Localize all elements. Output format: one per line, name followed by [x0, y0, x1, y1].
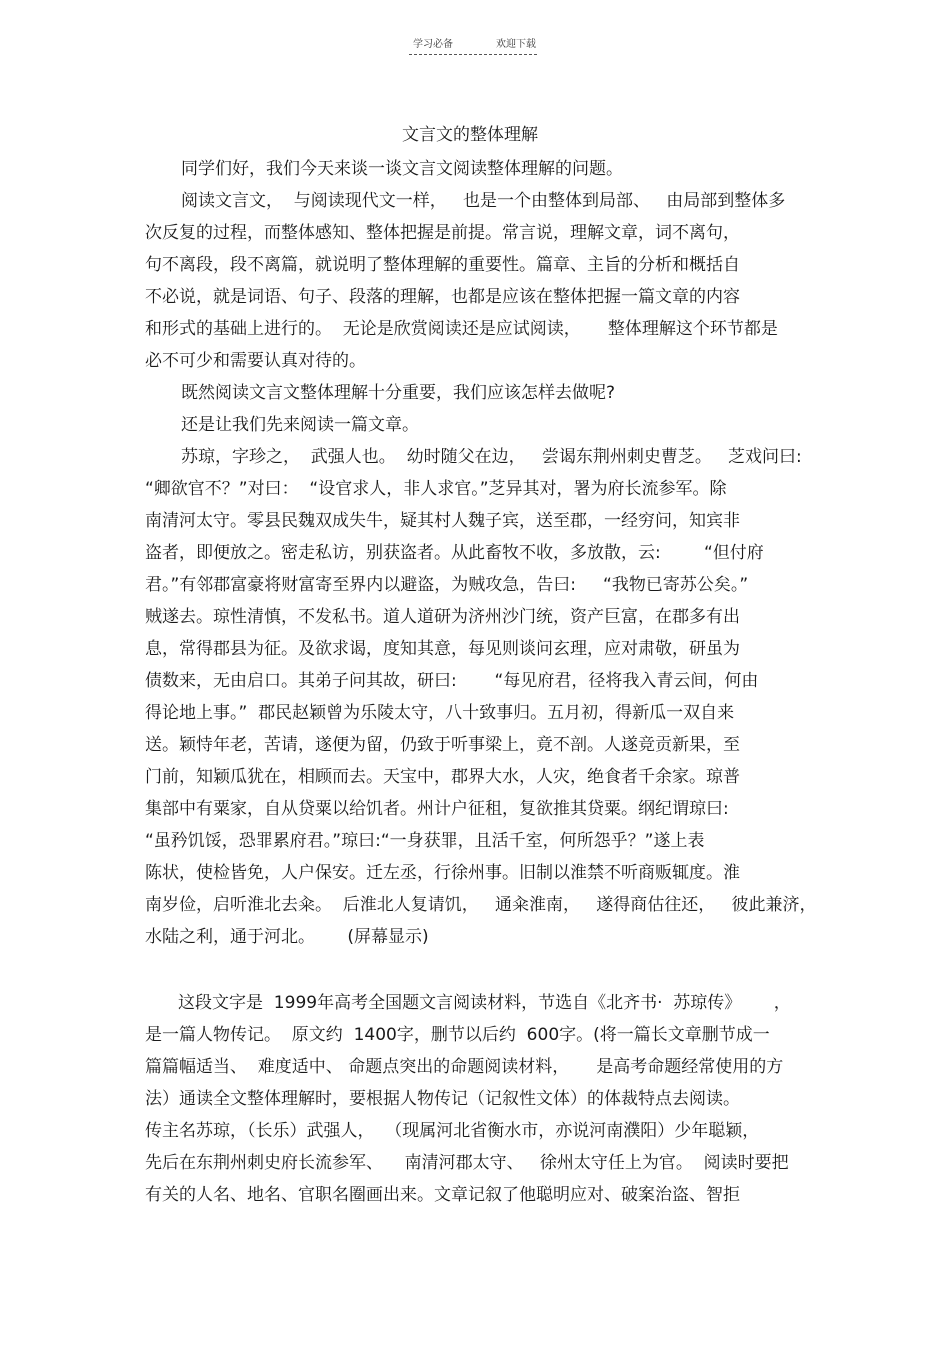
text-line: 篇篇幅适当、 难度适中、 命题点突出的命题阅读材料， 是高考命题经常使用的方 [145, 1057, 784, 1077]
text-line: 传主名苏琼，（长乐）武强人， （现属河北省衡水市，亦说河南濮阳）少年聪颖， [145, 1121, 760, 1141]
text-line: 送。颖恃年老，苦请，遂便为留，仍致于听事梁上，竟不剖。人遂竞贡新果，至 [145, 735, 740, 755]
text-line: 有关的人名、地名、官职名圈画出来。文章记叙了他聪明应对、破案治盗、智拒 [145, 1185, 740, 1205]
header-right-text: 欢迎下载 [496, 39, 536, 50]
text-line: 贼遂去。琼性清慎，不发私书。道人道研为济州沙门统，资产巨富，在郡多有出 [145, 607, 740, 627]
text-line: 不必说，就是词语、句子、段落的理解，也都是应该在整体把握一篇文章的内容 [145, 287, 740, 307]
text-line: 债数来，无由启口。其弟子问其故，研曰: “每见府君，径将我入青云间，何由 [145, 671, 759, 691]
text-line: 是一篇人物传记。 原文约 1400字，删节以后约 600字。(将一篇长文章删节成一 [145, 1025, 770, 1045]
text-line: 法）通读全文整体理解时，要根据人物传记（记叙性文体）的体裁特点去阅读。 [145, 1089, 740, 1109]
text-line: 陈状，使检皆免，人户保安。迁左丞，行徐州事。旧制以淮禁不听商贩辄度。淮 [145, 863, 740, 883]
text-line: 这段文字是 1999年高考全国题文言阅读材料，节选自《北齐书· 苏琼传》 ， [178, 993, 791, 1013]
text-line: 南清河太守。零县民魏双成失牛，疑其村人魏子宾，送至郡，一经穷问，知宾非 [145, 511, 740, 531]
text-line: 阅读文言文， 与阅读现代文一样， 也是一个由整体到局部、 由局部到整体多 [181, 191, 786, 211]
text-line: 门前，知颖瓜犹在，相顾而去。天宝中，郡界大水，人灾，绝食者千余家。琼普 [145, 767, 740, 787]
text-line: 苏琼，字珍之， 武强人也。 幼时随父在边， 尝谒东荆州刺史曹芝。 芝戏问曰: [181, 447, 802, 467]
text-line: 次反复的过程，而整体感知、整体把握是前提。常言说，理解文章，词不离句， [145, 223, 740, 243]
header-divider [409, 54, 537, 55]
page-header [0, 38, 950, 58]
text-line: 同学们好，我们今天来谈一谈文言文阅读整体理解的问题。 [181, 159, 623, 179]
text-line: 必不可少和需要认真对待的。 [145, 351, 366, 371]
text-line: 句不离段，段不离篇，就说明了整体理解的重要性。篇章、主旨的分析和概括自 [145, 255, 740, 275]
text-line: 集部中有粟家，自从贷粟以给饥者。州计户征租，复欲推其贷粟。纲纪谓琼曰: [145, 799, 729, 819]
text-line: 还是让我们先来阅读一篇文章。 [181, 415, 419, 435]
text-line: 得论地上事。” 郡民赵颖曾为乐陵太守，八十致事归。五月初，得新瓜一双自来 [145, 703, 735, 723]
text-line: 君。”有邻郡富豪将财富寄至界内以避盗，为贼攻急，告曰: “我物已寄苏公矣。” [145, 575, 749, 595]
text-line: “虽矜饥馁，恐罪累府君。”琼曰:“一身获罪，且活千室，何所怨乎？”遂上表 [145, 831, 705, 851]
text-line: 先后在东荆州刺史府长流参军、 南清河郡太守、 徐州太守任上为官。 阅读时要把 [145, 1153, 789, 1173]
text-line: 息，常得郡县为征。及欲求谒，度知其意，每见则谈问玄理，应对肃敬，研虽为 [145, 639, 740, 659]
text-line: 和形式的基础上进行的。 无论是欣赏阅读还是应试阅读， 整体理解这个环节都是 [145, 319, 778, 339]
text-line: 水陆之利，通于河北。 (屏幕显示) [145, 927, 429, 947]
text-line: 南岁俭，启听淮北去籴。 后淮北人复请饥， 通籴淮南， 遂得商估往还， 彼此兼济， [145, 895, 817, 915]
text-line: 盗者，即便放之。密走私访，别获盗者。从此畜牧不收，多放散，云: “但付府 [145, 543, 764, 563]
document-title: 文言文的整体理解 [402, 125, 538, 145]
text-line: “卿欲官不？”对曰： “设官求人，非人求官。”芝异其对，署为府长流参军。除 [145, 479, 727, 499]
text-line: 既然阅读文言文整体理解十分重要，我们应该怎样去做呢? [181, 383, 616, 403]
header-left-text: 学习必备 [413, 39, 453, 50]
